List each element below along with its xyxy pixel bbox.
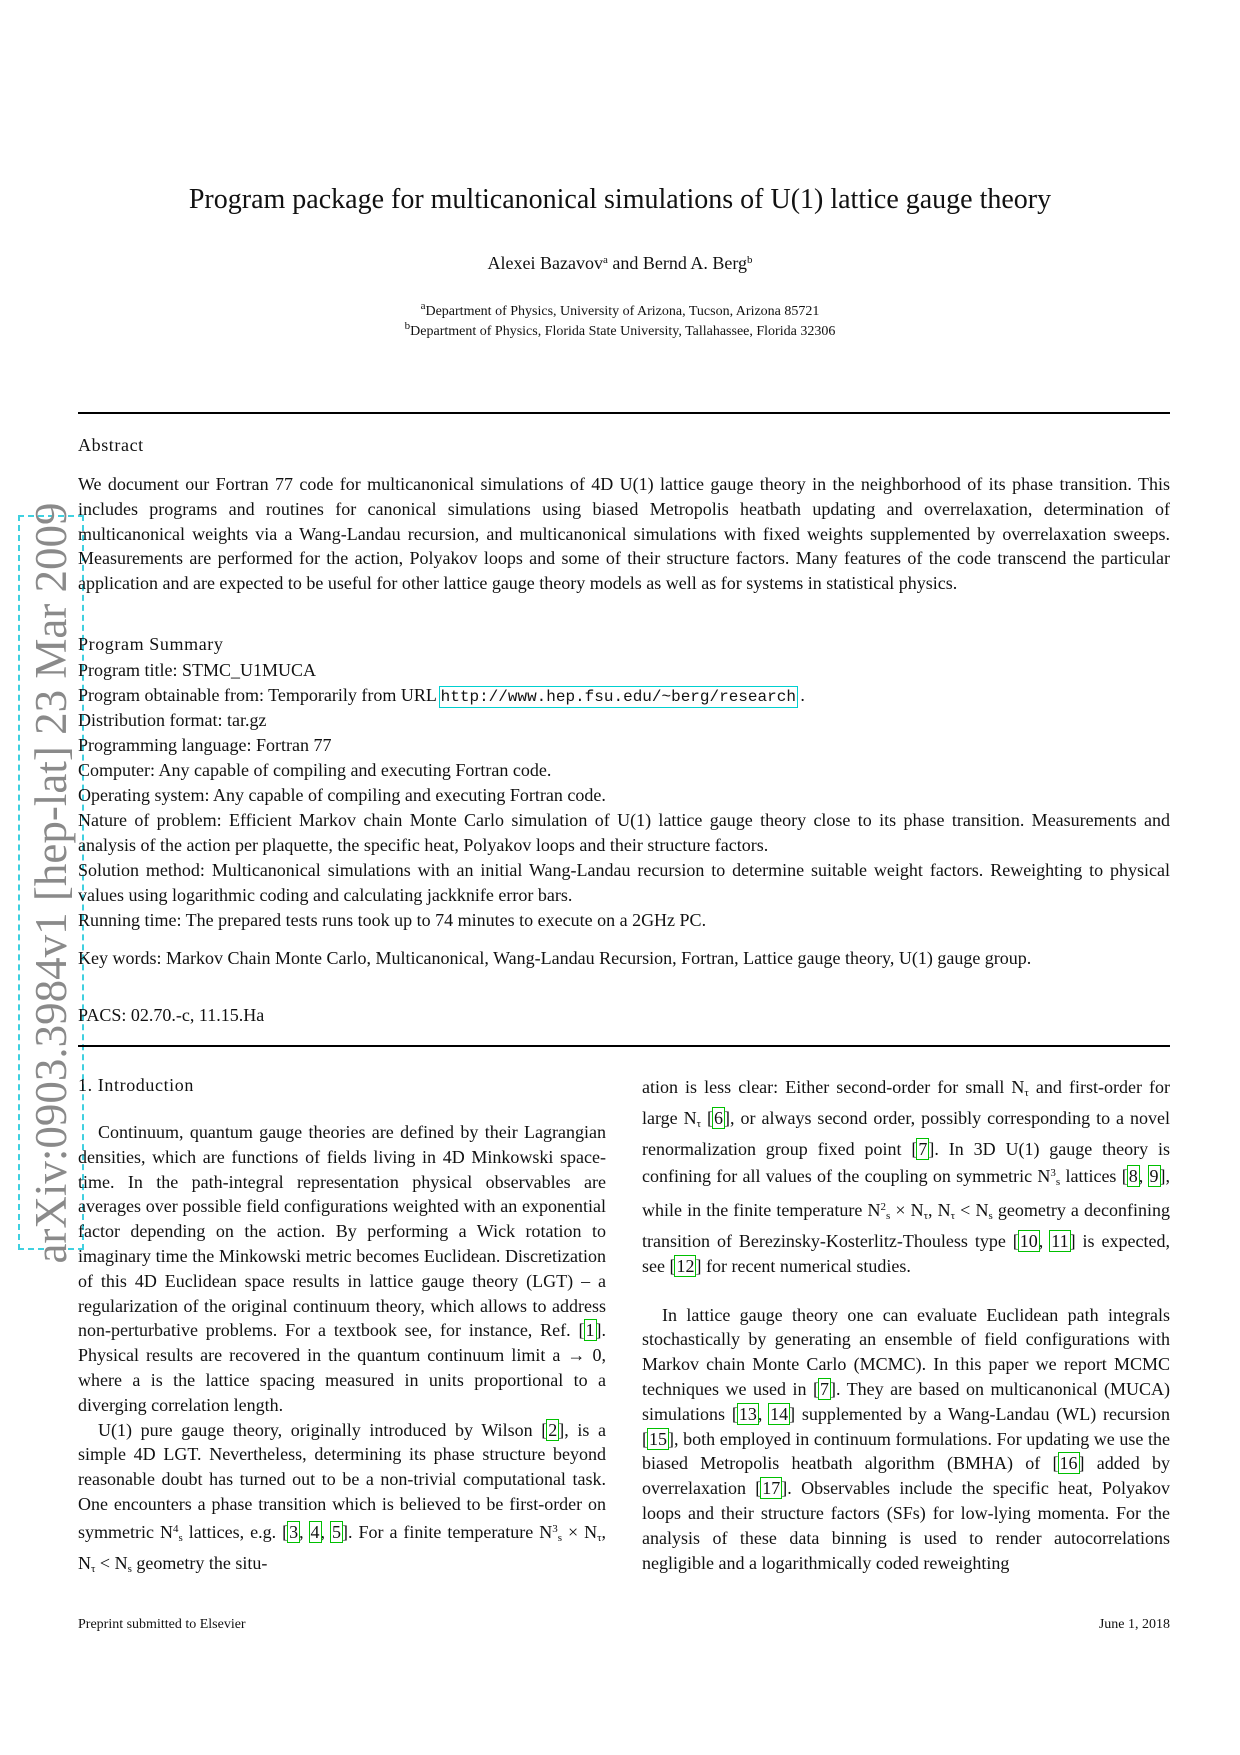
obtainable-label: Program obtainable from: Temporarily from URL [78, 685, 441, 705]
abstract-heading: Abstract [78, 435, 144, 455]
citation-link[interactable]: 16 [1059, 1453, 1078, 1474]
program-url-link[interactable]: http://www.hep.fsu.edu/~berg/research [440, 688, 796, 706]
author-name: Alexei Bazavov [487, 253, 603, 273]
section-rule [78, 1045, 1170, 1047]
affiliation [0, 300, 1240, 320]
distribution-line: Distribution format: tar.gz [78, 710, 267, 730]
citation-link[interactable]: 17 [762, 1478, 781, 1499]
citation-link[interactable]: 9 [1149, 1166, 1159, 1187]
footer-date: June 1, 2018 [1098, 1617, 1170, 1632]
program-obtainable-line [78, 683, 1170, 710]
program-summary-heading: Program Summary [78, 634, 224, 654]
paper-title: Program package for multicanonical simulations of U(1) lattice gauge theory [188, 184, 1052, 215]
citation-link[interactable]: 10 [1019, 1230, 1038, 1251]
citation-link[interactable]: 3 [289, 1521, 299, 1542]
citation-link[interactable]: 1 [585, 1320, 595, 1341]
citation-link[interactable]: 2 [548, 1419, 558, 1440]
citation-link[interactable]: 13 [738, 1403, 757, 1424]
language-line: Programming language: Fortran 77 [78, 735, 332, 755]
intro-heading: 1. Introduction [78, 1075, 194, 1095]
affiliation-text: Department of Physics, Florida State University, Tallahassee, Florida 32306 [410, 324, 836, 339]
intro-paragraph-continued: ation is less clear: Either second-order for small $N_\tau$ and first-order for large $N_\tau$ [6], or always second order, possibly corresponding to a novel renormalization group fixed point [7]. In 3D U(1) gauge theory is confining for all values of the coupling on symmetric $N^3_s$ lattices [8, 9], while in the finite temperature $N^2_s \times N_\tau$, $N_\tau < N_s$ geometry a deconfining transition of Berezinsky-Kosterlitz-Thouless type [10, 11] is expected, see [12] for recent numerical studies. [642, 1077, 1170, 1276]
author-name: Bernd A. Berg [642, 253, 747, 273]
nature-of-problem: Nature of problem: Efficient Markov chain Monte Carlo simulation of U(1) lattice gauge theory close to its phase transition. Measurements and analysis of the action per plaquette, the specific heat, Polyakov loops and their structure factors. [78, 810, 1170, 855]
citation-link[interactable]: 11 [1051, 1230, 1069, 1251]
citation-link[interactable]: 4 [310, 1521, 320, 1542]
citation-link[interactable]: 12 [676, 1255, 695, 1276]
arxiv-stamp[interactable] [18, 501, 84, 1264]
os-line: Operating system: Any capable of compiling and executing Fortran code. [78, 785, 606, 805]
citation-link[interactable]: 15 [649, 1428, 667, 1449]
citation-link[interactable]: 8 [1128, 1166, 1138, 1187]
intro-paragraph-3: In lattice gauge theory one can evaluate Euclidean path integrals stochastically by generating an ensemble of field configurations with Markov chain Monte Carlo (MCMC). In this paper we report MCMC techniques we used in [7]. They are based on multicanonical (MUCA) simulations [13, 14] supplemented by a Wang-Landau (WL) recursion [15], both employed in continuum formulations. For updating we use the biased Metropolis heatbath algorithm (BMHA) of [16] added by overrelaxation [17]. Observables include the specific heat, Polyakov loops and their structure factors (SFs) for low-lying momenta. For the analysis of these data binning is used to render autocorrelations negligible and a logarithmically coded reweighting [642, 1304, 1171, 1573]
abstract-text: We document our Fortran 77 code for multicanonical simulations of 4D U(1) lattice gauge theory in the neighborhood of its phase transition. This includes programs and routines for canonical simulations using biased Metropolis heatbath updating and overrelaxation, determination of multicanonical weights via a Wang-Landau recursion, and multicanonical simulations with fixed weights supplemented by overrelaxation sweeps. Measurements are performed for the action, Polyakov loops and some of their structure factors. Many features of the code transcend the particular application and are expected to be useful for other lattice gauge theory models as well as for systems in statistical physics. [78, 474, 1170, 594]
author-joiner: and [612, 253, 639, 273]
intro-right-column [642, 1075, 1170, 1575]
keywords: Key words: Markov Chain Monte Carlo, Multicanonical, Wang-Landau Recursion, Fortran, Lattice gauge theory, U(1) gauge group. [78, 948, 1032, 968]
intro-left-column [78, 1120, 606, 1581]
citation-link[interactable]: 7 [918, 1138, 928, 1159]
computer-line: Computer: Any capable of compiling and executing Fortran code. [78, 760, 552, 780]
footer-left: Preprint submitted to Elsevier [78, 1617, 246, 1632]
affiliation-mark: b [747, 254, 753, 266]
affiliation-mark: b [404, 320, 411, 332]
affiliation-text: Department of Physics, University of Arizona, Tucson, Arizona 85721 [425, 304, 820, 319]
top-rule [78, 412, 1170, 414]
running-time-line: Running time: The prepared tests runs took up to 74 minutes to execute on a 2GHz PC. [78, 910, 707, 930]
obtainable-suffix: . [795, 685, 805, 705]
author-line [0, 253, 1240, 274]
solution-method: Solution method: Multicanonical simulations with an initial Wang-Landau recursion to determine suitable weight factors. Reweighting to physical values using logarithmic coding and calculating jackknife error bars. [78, 860, 1170, 905]
arxiv-stamp-text: arXiv:0903.3984v1 [hep-lat] 23 Mar 2009 [26, 501, 76, 1264]
citation-link[interactable]: 5 [332, 1521, 342, 1542]
citation-link[interactable]: 6 [714, 1107, 724, 1128]
affiliation-mark: a [420, 300, 426, 312]
pacs: PACS: 02.70.-c, 11.15.Ha [78, 1005, 265, 1025]
citation-link[interactable]: 7 [819, 1378, 829, 1399]
intro-paragraph-1: Continuum, quantum gauge theories are defined by their Lagrangian densities, which are functions of fields living in 4D Minkowski space-time. In the path-integral representation physical observables are averages over possible field configurations weighted with an exponential factor depending on the action. By performing a Wick rotation to imaginary time the Minkowski metric becomes Euclidean. Discretization of this 4D Euclidean space results in lattice gauge theory (LGT) – a regularization of the original continuum theory, which allows to address non-perturbative problems. For a textbook see, for instance, Ref. [1]. Physical results are recovered in the quantum continuum limit a → 0, where a is the lattice spacing measured in units proportional to a diverging correlation length. [78, 1122, 606, 1415]
intro-paragraph-2: U(1) pure gauge theory, originally introduced by Wilson [2], is a simple 4D LGT. Nevertheless, determining its phase structure beyond reasonable doubt has turned out to be a non-trivial computational task. One encounters a phase transition which is believed to be first-order on symmetric $N^4_s$ lattices, e.g. [3, 4, 5]. For a finite temperature $N^3_s \times N_\tau$, $N_\tau < N_s$ geometry the situ- [78, 1419, 607, 1575]
program-title-line: Program title: STMC_U1MUCA [78, 660, 317, 680]
affiliation [0, 320, 1240, 340]
affiliation-mark: a [602, 254, 608, 266]
citation-link[interactable]: 14 [770, 1403, 789, 1424]
